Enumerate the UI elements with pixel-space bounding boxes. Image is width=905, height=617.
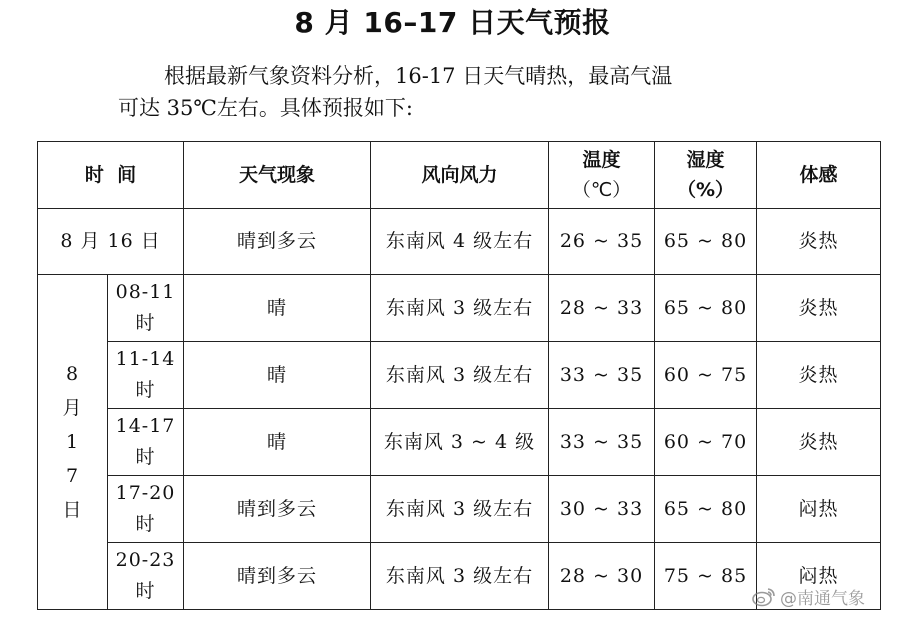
humidity-cell: 65 ~ 80 <box>655 275 757 342</box>
table-row <box>38 342 881 409</box>
time-label: 14-17时 <box>115 415 176 468</box>
feel-cell: 炎热 <box>757 275 881 342</box>
feel-cell: 闷热 <box>757 543 881 610</box>
humidity-cell: 60 ~ 70 <box>655 409 757 476</box>
date-17-label: 8月17日 <box>62 363 83 521</box>
temp-cell: 33 ~ 35 <box>549 409 655 476</box>
time-cell <box>108 409 184 476</box>
intro-paragraph <box>118 60 838 124</box>
humidity-cell: 65 ~ 80 <box>655 476 757 543</box>
weather-cell: 晴到多云 <box>184 209 371 275</box>
wind-cell: 东南风 3 级左右 <box>371 275 549 342</box>
intro-line-2: 可达 35℃左右。具体预报如下: <box>118 96 413 120</box>
wind-cell: 东南风 4 级左右 <box>371 209 549 275</box>
weather-cell: 晴到多云 <box>184 543 371 610</box>
table-row-day16 <box>38 209 881 275</box>
wind-cell: 东南风 3 级左右 <box>371 543 549 610</box>
header-humidity <box>655 142 757 209</box>
feel-cell: 炎热 <box>757 409 881 476</box>
intro-line-1-text: 根据最新气象资料分析，16-17 日天气晴热，最高气温 <box>164 64 673 88</box>
time-cell <box>108 476 184 543</box>
header-time: 时 间 <box>38 142 184 209</box>
time-label: 11-14时 <box>115 348 176 401</box>
time-cell <box>108 543 184 610</box>
forecast-table <box>37 141 881 610</box>
weather-cell: 晴 <box>184 275 371 342</box>
watermark <box>752 584 865 609</box>
weather-cell: 晴到多云 <box>184 476 371 543</box>
header-temp-unit: （℃） <box>571 179 632 201</box>
time-cell <box>108 275 184 342</box>
watermark-text: @南通气象 <box>780 589 865 609</box>
table-row <box>38 409 881 476</box>
temp-cell: 28 ~ 33 <box>549 275 655 342</box>
header-feel: 体感 <box>757 142 881 209</box>
header-weather: 天气现象 <box>184 142 371 209</box>
table-row <box>38 275 881 342</box>
header-temp-label: 温度 <box>582 149 621 171</box>
time-label: 20-23时 <box>115 549 176 602</box>
temp-cell: 30 ~ 33 <box>549 476 655 543</box>
feel-cell: 炎热 <box>757 342 881 409</box>
header-temp <box>549 142 655 209</box>
weibo-icon <box>752 587 776 607</box>
header-row <box>38 142 881 209</box>
time-label: 17-20时 <box>115 482 176 535</box>
temp-cell: 28 ~ 30 <box>549 543 655 610</box>
time-label: 08-11时 <box>115 281 176 334</box>
wind-cell: 东南风 3 级左右 <box>371 476 549 543</box>
intro-line-1 <box>118 60 838 92</box>
humidity-cell: 65 ~ 80 <box>655 209 757 275</box>
date-17-cell <box>38 275 108 610</box>
wind-cell: 东南风 3 ~ 4 级 <box>371 409 549 476</box>
time-cell <box>108 342 184 409</box>
feel-cell: 炎热 <box>757 209 881 275</box>
table-row <box>38 476 881 543</box>
weather-cell: 晴 <box>184 409 371 476</box>
feel-cell: 闷热 <box>757 476 881 543</box>
temp-cell: 33 ~ 35 <box>549 342 655 409</box>
humidity-cell: 60 ~ 75 <box>655 342 757 409</box>
wind-cell: 东南风 3 级左右 <box>371 342 549 409</box>
date-16-cell: 8 月 16 日 <box>38 209 184 275</box>
header-humidity-unit: （%） <box>676 179 735 201</box>
humidity-cell: 75 ~ 85 <box>655 543 757 610</box>
header-wind: 风向风力 <box>371 142 549 209</box>
header-humidity-label: 湿度 <box>686 149 725 171</box>
temp-cell: 26 ~ 35 <box>549 209 655 275</box>
weather-cell: 晴 <box>184 342 371 409</box>
page-title: 8 月 16–17 日天气预报 <box>294 6 611 39</box>
